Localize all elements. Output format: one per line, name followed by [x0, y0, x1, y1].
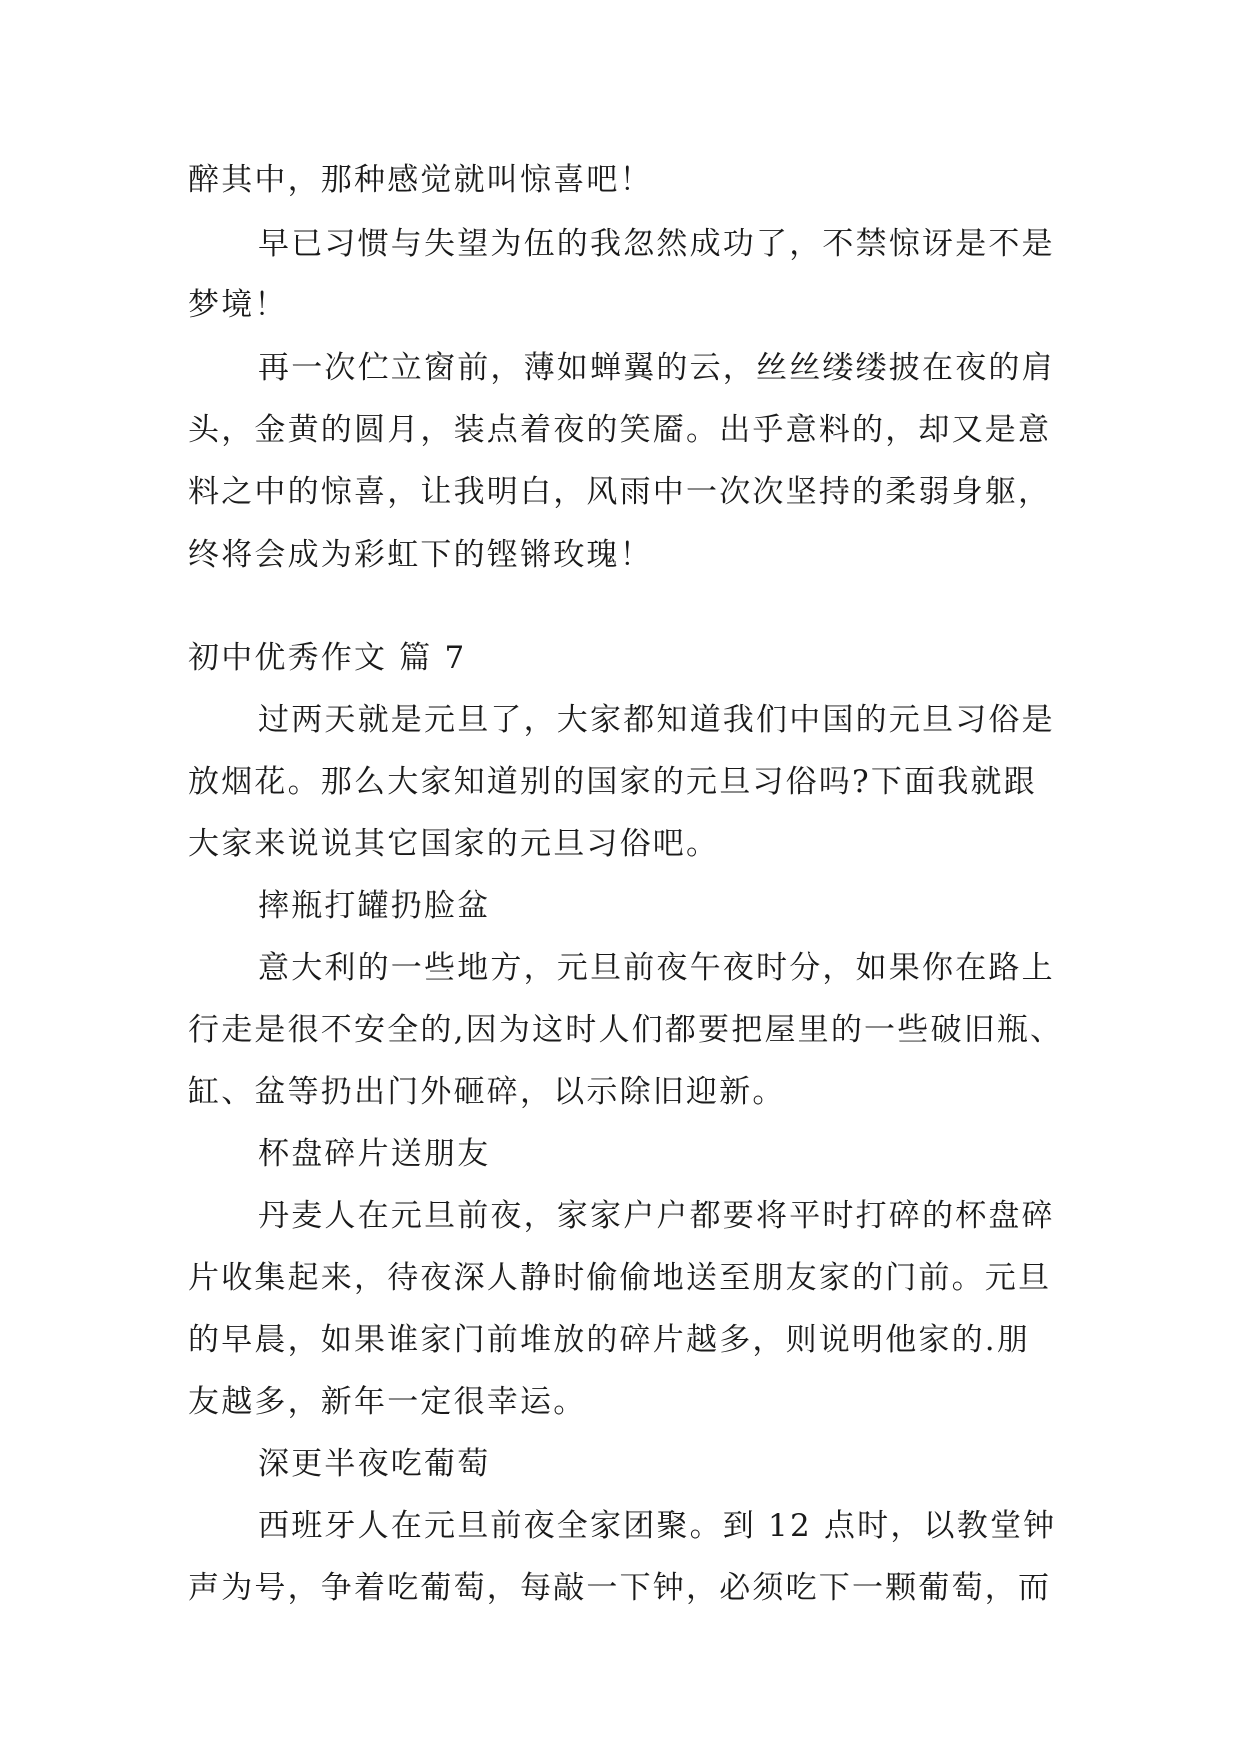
paragraph-line: 意大利的一些地方，元旦前夜午夜时分，如果你在路上 [258, 950, 1055, 986]
paragraph-line: 行走是很不安全的,因为这时人们都要把屋里的一些破旧瓶、 [188, 1012, 1064, 1048]
paragraph-line: 大家来说说其它国家的元旦习俗吧。 [188, 826, 720, 862]
section-heading: 初中优秀作文 篇 7 [188, 640, 467, 676]
subheading: 杯盘碎片送朋友 [258, 1136, 491, 1172]
paragraph-line: 梦境！ [188, 287, 288, 323]
paragraph-line: 缸、盆等扔出门外砸碎，以示除旧迎新。 [188, 1074, 786, 1110]
paragraph-line: 再一次伫立窗前，薄如蝉翼的云，丝丝缕缕披在夜的肩 [258, 350, 1055, 386]
paragraph-line: 放烟花。那么大家知道别的国家的元旦习俗吗?下面我就跟 [188, 764, 1037, 800]
paragraph-line: 西班牙人在元旦前夜全家团聚。到 12 点时，以教堂钟 [258, 1508, 1057, 1544]
paragraph-line: 的早晨，如果谁家门前堆放的碎片越多，则说明他家的.朋 [188, 1322, 1031, 1358]
paragraph-line: 声为号，争着吃葡萄，每敲一下钟，必须吃下一颗葡萄，而 [188, 1570, 1052, 1606]
paragraph-line: 头，金黄的圆月，装点着夜的笑靥。出乎意料的，却又是意 [188, 412, 1052, 448]
subheading: 摔瓶打罐扔脸盆 [258, 888, 491, 924]
paragraph-line: 料之中的惊喜，让我明白，风雨中一次次坚持的柔弱身躯， [188, 474, 1052, 510]
paragraph-line: 丹麦人在元旦前夜，家家户户都要将平时打碎的杯盘碎 [258, 1198, 1055, 1234]
subheading: 深更半夜吃葡萄 [258, 1446, 491, 1482]
paragraph-line: 醉其中，那种感觉就叫惊喜吧！ [188, 162, 653, 198]
paragraph-line: 终将会成为彩虹下的铿锵玫瑰！ [188, 537, 653, 573]
paragraph-line: 过两天就是元旦了，大家都知道我们中国的元旦习俗是 [258, 702, 1055, 738]
paragraph-line: 友越多，新年一定很幸运。 [188, 1384, 587, 1420]
paragraph-line: 片收集起来，待夜深人静时偷偷地送至朋友家的门前。元旦 [188, 1260, 1052, 1296]
paragraph-line: 早已习惯与失望为伍的我忽然成功了，不禁惊讶是不是 [258, 226, 1055, 262]
